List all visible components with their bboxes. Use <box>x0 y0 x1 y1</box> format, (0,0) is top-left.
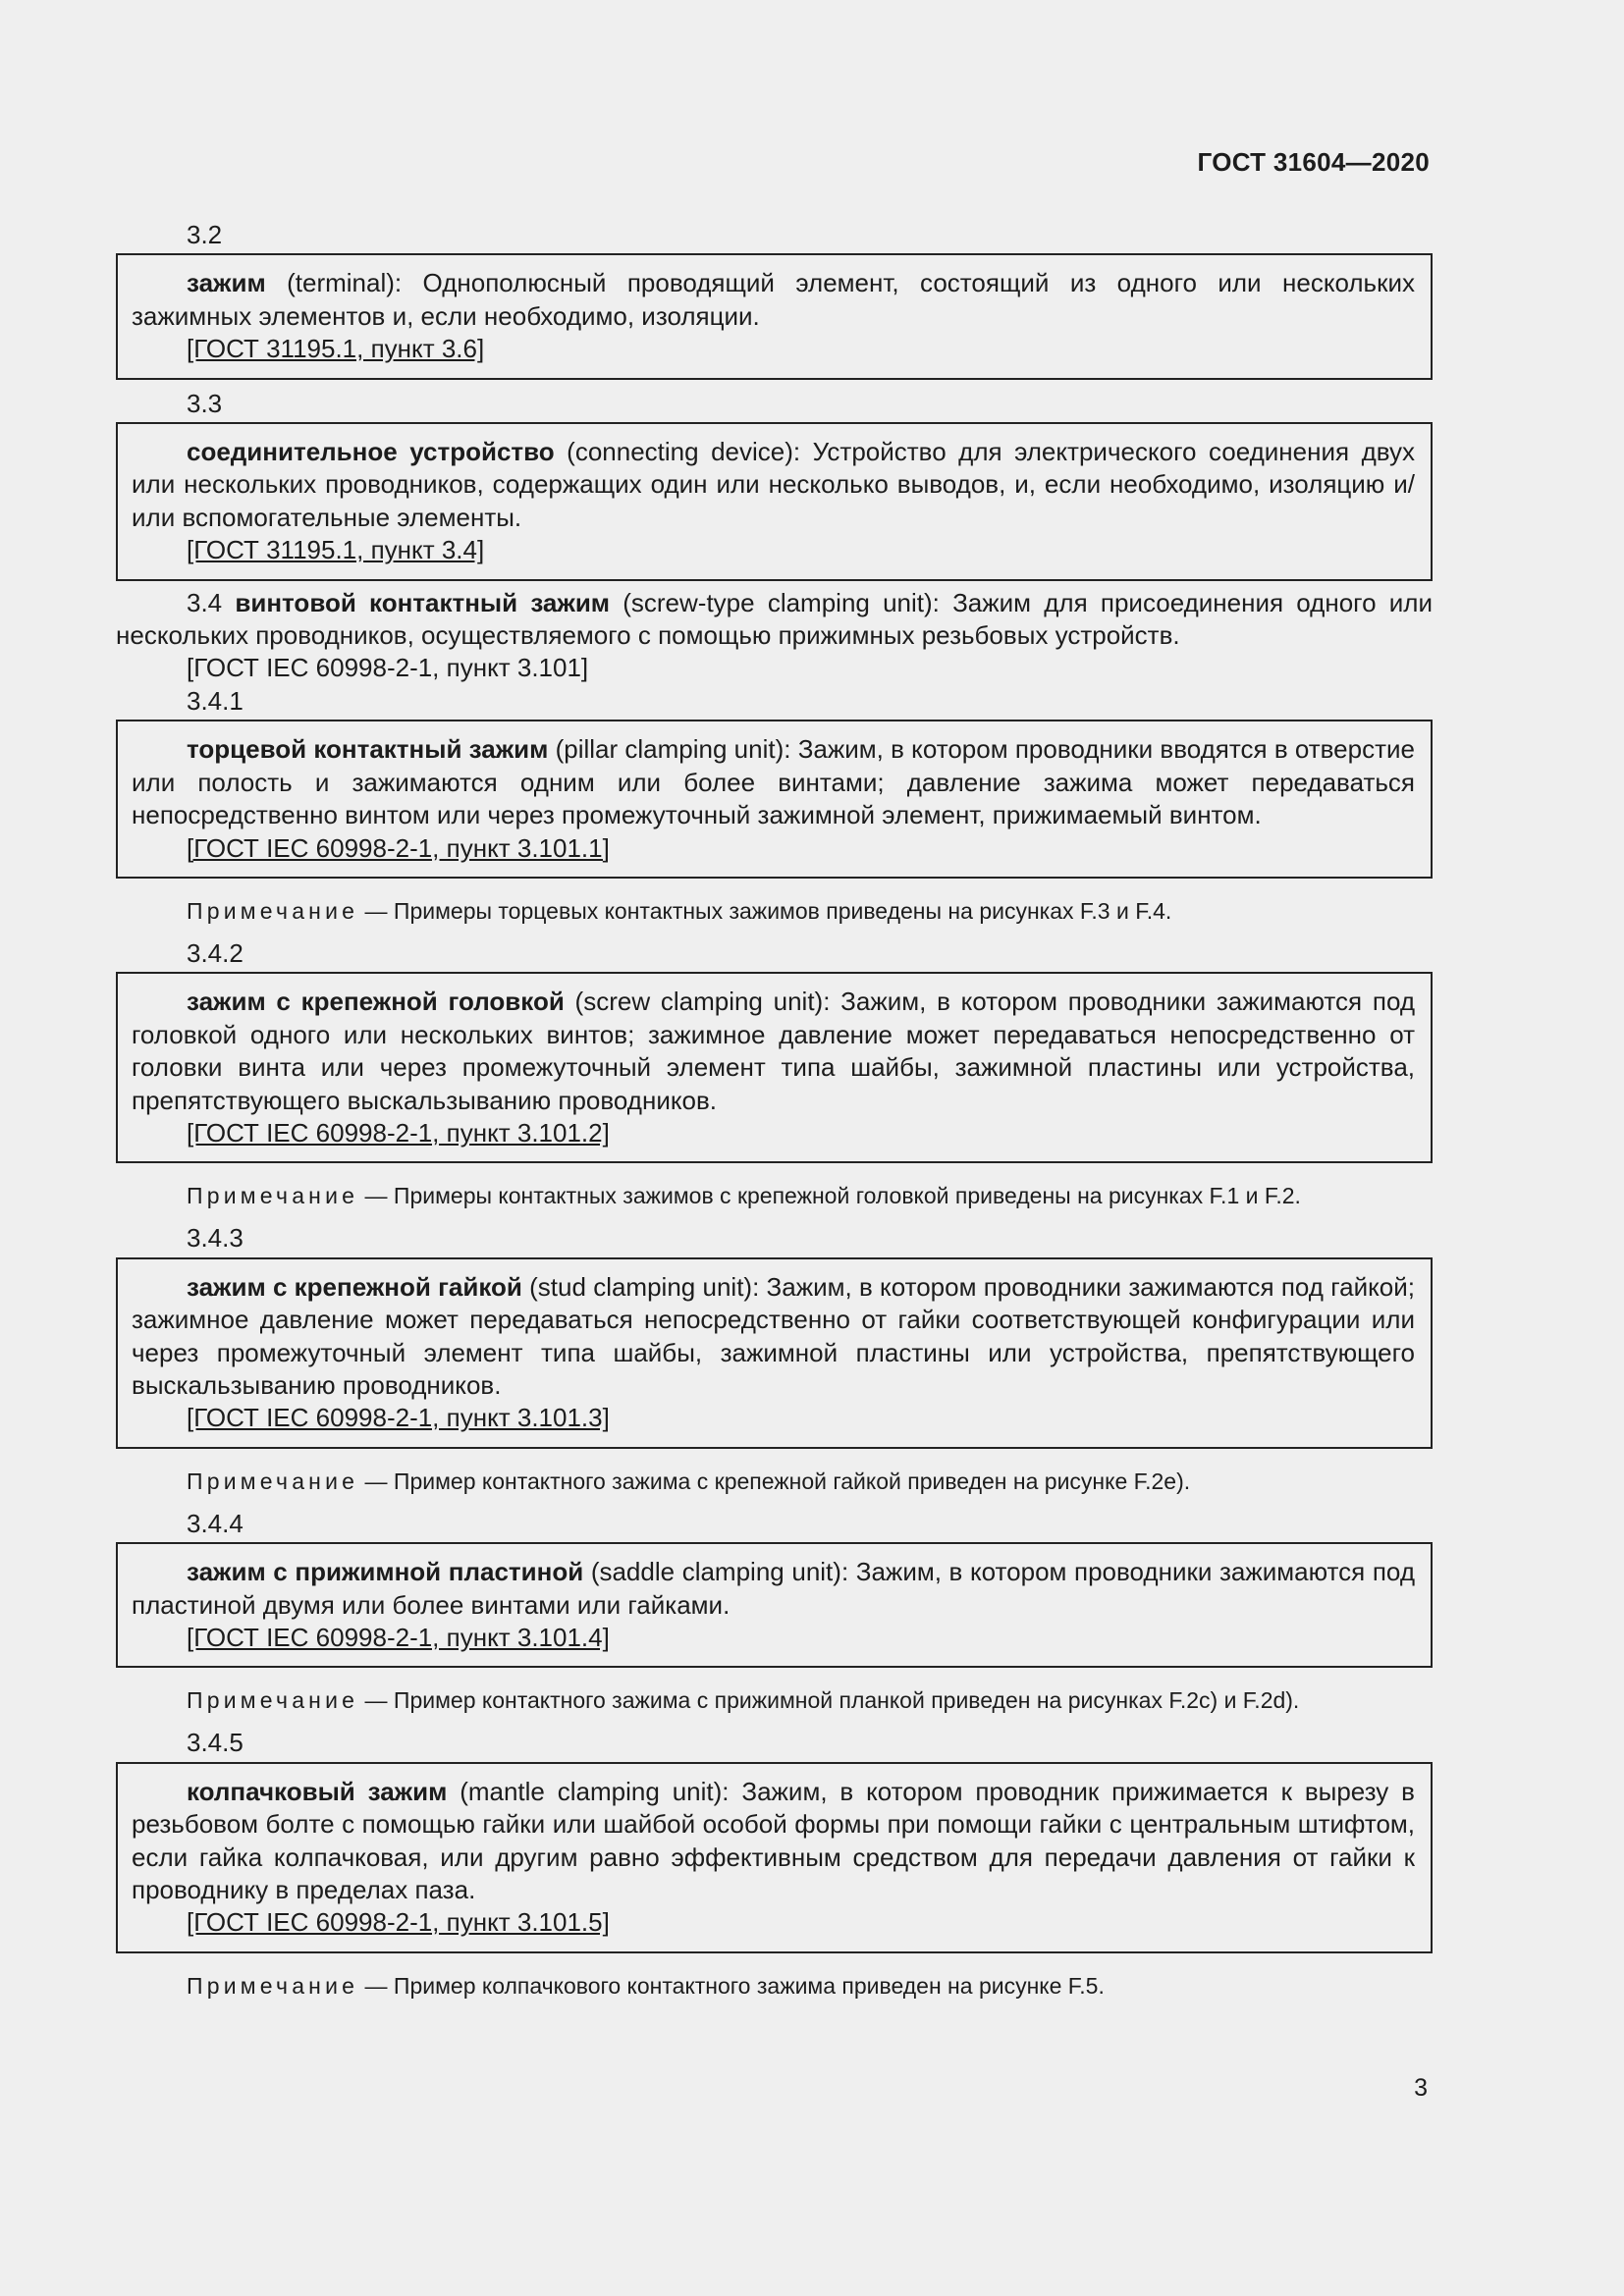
section-number: 3.4.4 <box>187 1508 244 1538</box>
note-text: Пример колпачкового контактного зажима приведен на рисунке F.5. <box>393 1972 1105 1999</box>
definition <box>132 267 1415 333</box>
definition-text: (stud clamping unit): Зажим, в котором проводники зажимаются под гайкой; зажимное давление может передаваться непосредственно от гайки соответствующей конфигурации или через промежуточный элемент типа шайбы, зажимной пластины или устройства, препятствующего выскальзыванию проводников. <box>132 1271 1415 1400</box>
definition <box>132 436 1415 534</box>
term: винтовой контактный зажим <box>235 587 611 617</box>
page-number: 3 <box>1414 2074 1428 2102</box>
definition-text: (mantle clamping unit): Зажим, в котором проводник прижимается к вырезу в резьбовом болте с помощью гайки или шайбой особой формы при помощи гайки с центральным штифтом, если гайка колпачковая, или другим равно эффективным средством для передачи давления от гайки к проводнику в пределах паза. <box>132 1776 1415 1905</box>
definition <box>132 733 1415 831</box>
source-reference: [ГОСТ IEC 60998-2-1, пункт 3.101.2] <box>187 1117 610 1148</box>
note: Примечание — Пример колпачкового контактного зажима приведен на рисунке F.5. <box>187 1972 1105 1999</box>
source-reference: [ГОСТ 31195.1, пункт 3.4] <box>187 535 485 565</box>
definition <box>132 1556 1415 1622</box>
source-reference: [ГОСТ IEC 60998-2-1, пункт 3.101.4] <box>187 1623 610 1652</box>
term-box <box>116 1762 1433 1953</box>
term-box <box>116 720 1433 879</box>
note: Примечание — Примеры торцевых контактных зажимов приведены на рисунках F.3 и F.4. <box>187 897 1172 924</box>
note-label: Примечание <box>187 1183 359 1209</box>
term-box <box>116 1257 1433 1449</box>
definition-text: (screw-type clamping unit): Зажим для присоединения одного или нескольких проводников, осуществляемого с помощью прижимных резьбовых устройств. <box>116 587 1433 651</box>
section-number: 3.4.3 <box>187 1223 244 1254</box>
term-box <box>116 253 1433 379</box>
note: Примечание — Пример контактного зажима с прижимной планкой приведен на рисунках F.2c) и F.2d). <box>187 1687 1300 1714</box>
note-label: Примечание <box>187 1687 359 1714</box>
source-reference: [ГОСТ IEC 60998-2-1, пункт 3.101] <box>187 653 589 683</box>
note-text: Примеры торцевых контактных зажимов приведены на рисунках F.3 и F.4. <box>393 897 1172 924</box>
note-text: Пример контактного зажима с крепежной гайкой приведен на рисунке F.2e). <box>393 1468 1191 1494</box>
term-plain <box>116 587 1433 685</box>
definition <box>116 587 1433 653</box>
source-reference: [ГОСТ 31195.1, пункт 3.6] <box>187 334 485 364</box>
definition-text: (terminal): Однополюсный проводящий элемент, состоящий из одного или нескольких зажимных элементов и, если необходимо, изоляции. <box>132 268 1415 331</box>
section-number: 3.4 <box>187 587 223 617</box>
note-label: Примечание <box>187 1468 359 1494</box>
source-reference: [ГОСТ IEC 60998-2-1, пункт 3.101.5] <box>187 1907 610 1938</box>
definition-text: (saddle clamping unit): Зажим, в котором проводники зажимаются под пластиной двумя или более винтами или гайками. <box>132 1557 1415 1620</box>
section-number: 3.3 <box>187 388 223 418</box>
term: торцевой контактный зажим <box>187 734 549 765</box>
section-number: 3.2 <box>187 220 223 249</box>
note-text: Пример контактного зажима с прижимной планкой приведен на рисунках F.2c) и F.2d). <box>393 1687 1300 1714</box>
term: зажим с прижимной пластиной <box>187 1557 584 1587</box>
source-reference: [ГОСТ IEC 60998-2-1, пункт 3.101.1] <box>187 832 610 863</box>
definition <box>132 1776 1415 1907</box>
note-text: Примеры контактных зажимов с крепежной головкой приведены на рисунках F.1 и F.2. <box>393 1183 1301 1209</box>
definition-text: (connecting device): Устройство для электрического соединения двух или нескольких проводников, содержащих один или несколько выводов, и, если необходимо, изоляцию и/или вспомогательные элементы. <box>132 437 1415 532</box>
definition <box>132 1271 1415 1403</box>
term: зажим с крепежной гайкой <box>187 1271 522 1302</box>
term: соединительное устройство <box>187 437 555 467</box>
definition <box>132 986 1415 1117</box>
note: Примечание — Пример контактного зажима с крепежной гайкой приведен на рисунке F.2e). <box>187 1468 1191 1494</box>
section-number: 3.4.5 <box>187 1728 244 1758</box>
note-label: Примечание <box>187 897 359 924</box>
term-box <box>116 972 1433 1163</box>
source-reference: [ГОСТ IEC 60998-2-1, пункт 3.101.3] <box>187 1403 610 1433</box>
term: зажим <box>187 268 266 298</box>
term-box <box>116 1542 1433 1668</box>
section-number: 3.4.2 <box>187 937 244 968</box>
section-number: 3.4.1 <box>187 685 244 716</box>
definition-text: (screw clamping unit): Зажим, в котором проводники зажимаются под головкой одного или нескольких винтов; зажимное давление может передаваться непосредственно от головки винта или через промежуточный элемент типа шайбы, зажимной пластины или устройства, препятствующего выскальзыванию проводников. <box>132 987 1415 1115</box>
term-box <box>116 422 1433 581</box>
note-label: Примечание <box>187 1972 359 1999</box>
term: зажим с крепежной головкой <box>187 987 565 1017</box>
document-header: ГОСТ 31604—2020 <box>1197 147 1430 177</box>
term: колпачковый зажим <box>187 1776 448 1806</box>
definition-text: (pillar clamping unit): Зажим, в котором проводники вводятся в отверстие или полость и зажимаются одним или более винтами; давление зажима может передаваться непосредственно винтом или через промежуточный зажимной элемент, прижимаемый винтом. <box>132 734 1415 830</box>
document-body <box>116 219 1433 2012</box>
note: Примечание — Примеры контактных зажимов с крепежной головкой приведены на рисунках F.1 и F.2. <box>187 1183 1301 1209</box>
